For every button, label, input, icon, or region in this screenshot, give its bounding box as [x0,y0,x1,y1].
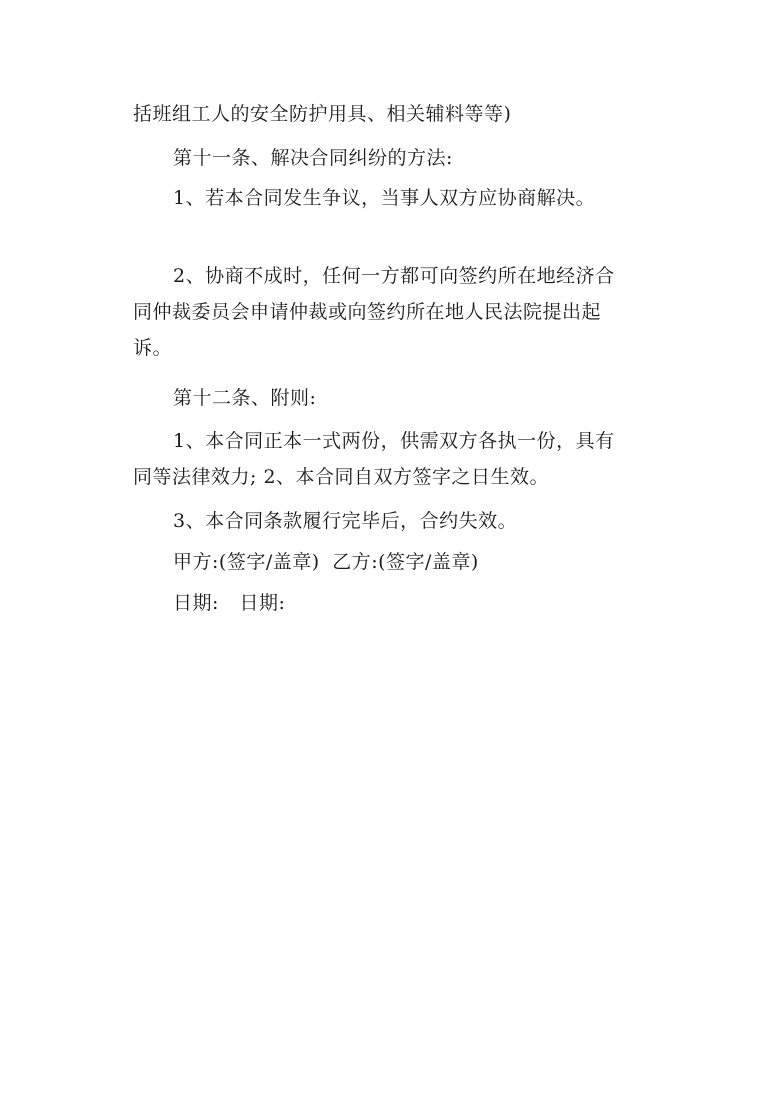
article-11-item-2 [133,258,653,366]
party-a-signature-label: 甲方:(签字/盖章) [173,551,320,573]
date-line [173,585,285,621]
paragraph-line: 同仲裁委员会申请仲裁或向签约所在地人民法院提出起 [133,301,602,323]
paragraph-line: 同等法律效力; 2、本合同自双方签字之日生效。 [133,466,550,488]
article-12-heading [133,380,653,416]
heading-text: 第十二条、附则: [173,387,317,409]
article-11-heading [133,140,653,176]
paragraph-text: 括班组工人的安全防护用具、相关辅料等等) [133,103,512,125]
paragraph-continuation [133,96,653,132]
party-a-date-label: 日期: [173,592,219,614]
paragraph-text: 1、若本合同发生争议，当事人双方应协商解决。 [173,187,596,209]
article-11-item-1 [133,180,653,216]
signature-line [173,544,479,580]
party-b-signature-label: 乙方:(签字/盖章) [332,551,479,573]
paragraph-text: 3、本合同条款履行完毕后，合约失效。 [173,510,518,532]
article-12-item-3 [133,503,653,539]
paragraph-line: 诉。 [133,337,173,359]
article-12-item-1 [133,423,653,495]
paragraph-line: 2、协商不成时，任何一方都可向签约所在地经济合 [173,265,615,287]
paragraph-line: 1、本合同正本一式两份，供需双方各执一份，具有 [173,430,615,452]
heading-text: 第十一条、解决合同纠纷的方法: [173,147,453,169]
party-b-date-label: 日期: [239,592,286,614]
